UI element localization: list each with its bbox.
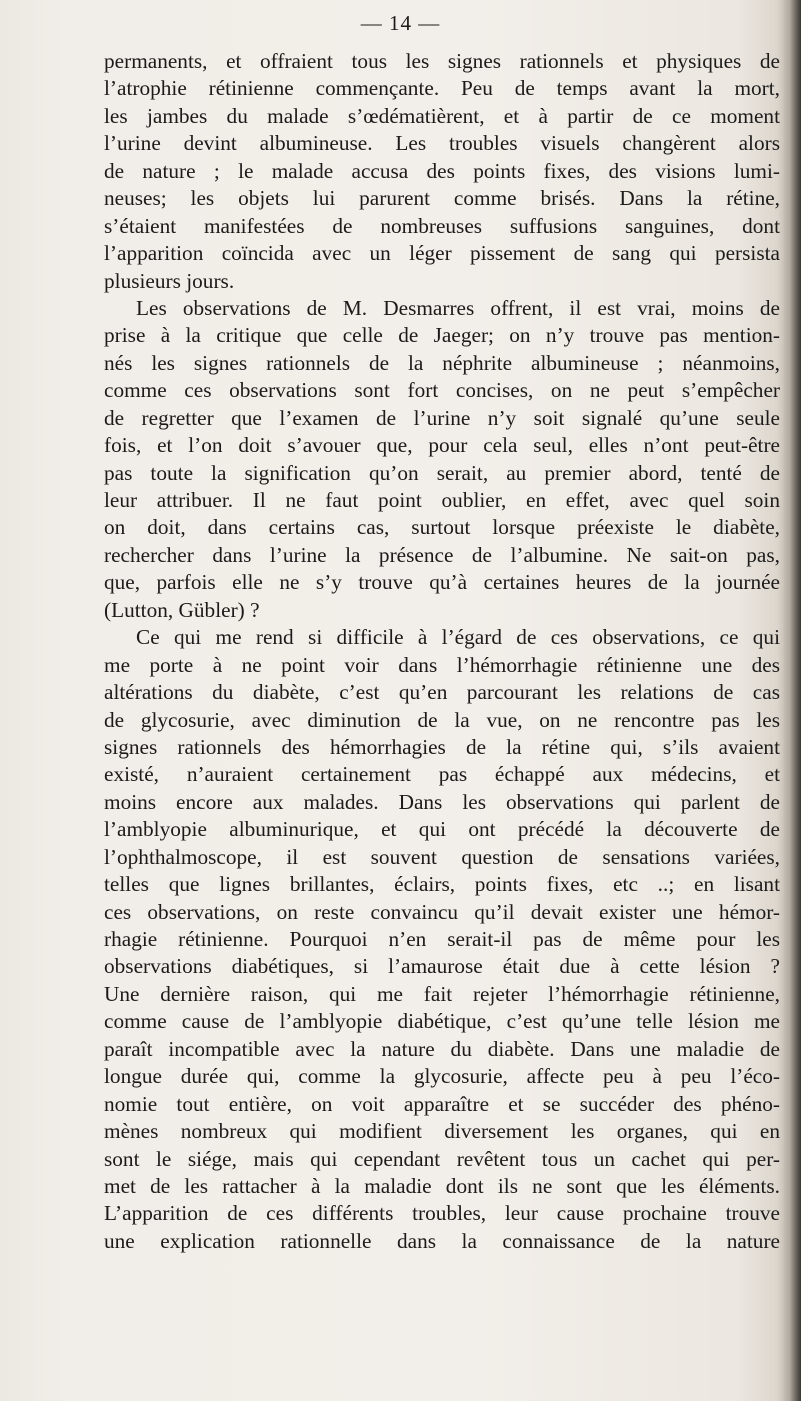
text-line: l’amblyopie albuminurique, et qui ont précédé la découverte de [104, 817, 780, 842]
text-line: me porte à ne point voir dans l’hémorrhagie rétinienne une des [104, 652, 780, 677]
text-line: (Lutton, Gübler) ? [104, 597, 260, 622]
binding-edge [783, 0, 801, 1401]
text-line: rhagie rétinienne. Pourquoi n’en serait-il pas de même pour les [104, 927, 780, 951]
page-number: — 14 — [360, 11, 441, 35]
text-line: ces observations, on reste convaincu qu’il devait exister une hémor- [104, 899, 780, 924]
text-line: met de les rattacher à la maladie dont ils ne sont que les éléments. [104, 1173, 780, 1198]
text-line: altérations du diabète, c’est qu’en parcourant les relations de cas [104, 680, 780, 705]
text-line: une explication rationnelle dans la connaissance de la nature [104, 1228, 780, 1253]
text-line: de regretter que l’examen de l’urine n’y soit signalé qu’une seule [104, 405, 780, 430]
text-line: sont le siége, mais qui cependant revêtent tous un cachet qui per- [104, 1146, 780, 1171]
paragraph-start-line: Ce qui me rend si difficile à l’égard de ces observations, ce qui [136, 625, 780, 650]
text-line: moins encore aux malades. Dans les observations qui parlent de [104, 789, 780, 814]
text-line: telles que lignes brillantes, éclairs, points fixes, etc ..; en lisant [104, 872, 780, 897]
text-line: plusieurs jours. [104, 268, 235, 293]
body-text [104, 48, 780, 1255]
text-line: fois, et l’on doit s’avouer que, pour cela seul, elles n’ont peut-être [104, 433, 780, 458]
text-line: signes rationnels des hémorrhagies de la rétine qui, s’ils avaient [104, 734, 780, 759]
text-line: de nature ; le malade accusa des points fixes, des visions lumi- [104, 158, 780, 183]
text-line: prise à la critique que celle de Jaeger; on n’y trouve pas mention- [104, 323, 780, 348]
text-line: L’apparition de ces différents troubles, leur cause prochaine trouve [104, 1201, 780, 1226]
text-line: les jambes du malade s’œdématièrent, et à partir de ce moment [104, 103, 780, 128]
text-line: s’étaient manifestées de nombreuses suffusions sanguines, dont [104, 213, 780, 238]
paragraph-start-line: Les observations de M. Desmarres offrent, il est vrai, moins de [136, 295, 780, 320]
text-line: permanents, et offraient tous les signes rationnels et physiques de [104, 49, 780, 73]
text-line: comme ces observations sont fort concises, on ne peut s’empêcher [104, 378, 780, 403]
text-line: longue durée qui, comme la glycosurie, affecte peu à peu l’éco- [104, 1064, 780, 1089]
text-line: l’atrophie rétinienne commençante. Peu de temps avant la mort, [104, 76, 780, 101]
text-line: observations diabétiques, si l’amaurose était due à cette lésion ? [104, 954, 780, 979]
text-line: leur attribuer. Il ne faut point oublier, en effet, avec quel soin [104, 488, 780, 512]
text-line: de glycosurie, avec diminution de la vue, on ne rencontre pas les [104, 707, 780, 732]
text-line: nés les signes rationnels de la néphrite albumineuse ; néanmoins, [104, 350, 780, 375]
text-line: nomie tout entière, on voit apparaître et se succéder des phéno- [104, 1091, 780, 1116]
text-line: on doit, dans certains cas, surtout lorsque préexiste le diabète, [104, 515, 780, 540]
text-line: comme cause de l’amblyopie diabétique, c’est qu’une telle lésion me [104, 1009, 780, 1034]
text-line: Une dernière raison, qui me fait rejeter l’hémorrhagie rétinienne, [104, 981, 780, 1006]
text-line: neuses; les objets lui parurent comme brisés. Dans la rétine, [104, 186, 780, 211]
text-line: paraît incompatible avec la nature du diabète. Dans une maladie de [104, 1036, 780, 1061]
text-line: rechercher dans l’urine la présence de l’albumine. Ne sait-on pas, [104, 542, 780, 567]
text-line: l’ophthalmoscope, il est souvent question de sensations variées, [104, 844, 780, 869]
text-line: pas toute la signification qu’on serait, au premier abord, tenté de [104, 460, 780, 485]
text-line: l’urine devint albumineuse. Les troubles visuels changèrent alors [104, 131, 780, 156]
text-line: que, parfois elle ne s’y trouve qu’à certaines heures de la journée [104, 570, 780, 595]
text-line: existé, n’auraient certainement pas échappé aux médecins, et [104, 762, 780, 787]
text-line: mènes nombreux qui modifient diversement les organes, qui en [104, 1119, 780, 1144]
text-line: l’apparition coïncida avec un léger pissement de sang qui persista [104, 241, 780, 266]
